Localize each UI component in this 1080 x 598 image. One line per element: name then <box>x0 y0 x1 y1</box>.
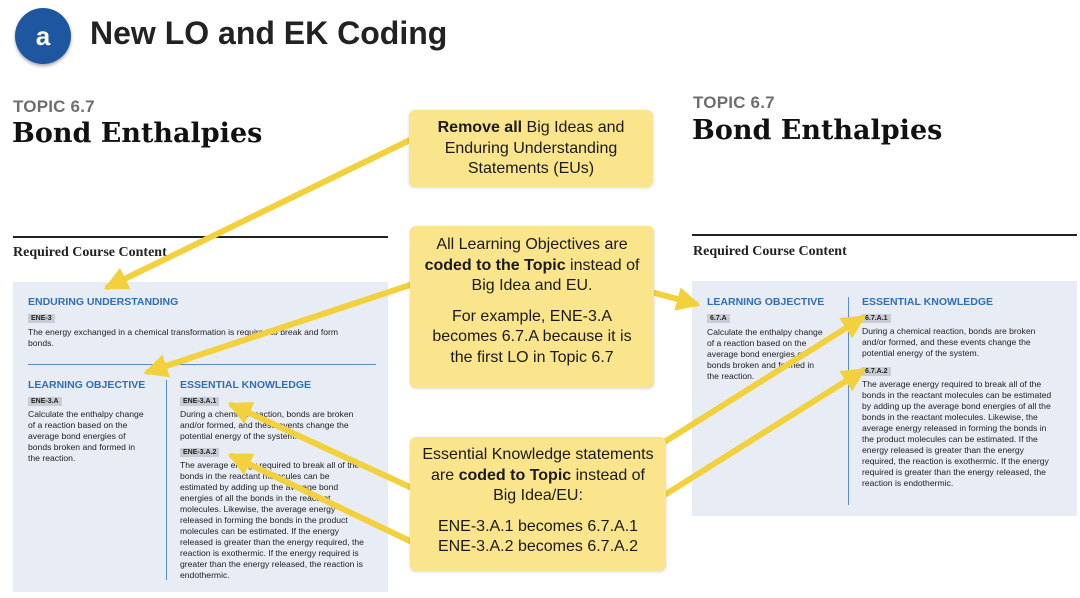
right-lo-code: 6.7.A <box>707 314 730 323</box>
left-ek-heading: ESSENTIAL KNOWLEDGE <box>180 379 312 391</box>
left-eu-separator <box>28 364 376 365</box>
section-badge: a <box>15 8 71 64</box>
left-ek2-text: The average energy required to break all of the bonds in the reactant molecules can be estimated by adding up the average bond energies of all the bonds in the reactant molecules. Likewise, the average energy released in forming the bonds in the product molecules can be estimated. If the energy released is greater than the energy required, the reaction is exothermic. If the energy required is greater than the energy released, the reaction is endothermic. <box>180 460 364 580</box>
right-divider <box>692 234 1077 236</box>
callout-lo-example: For example, ENE-3.A becomes 6.7.A because it is the first LO in Topic 6.7 <box>432 307 632 366</box>
callout-remove-eu <box>409 110 653 187</box>
left-lo-text: Calculate the enthalpy change of a reaction based on the average bond energies of bonds broken and formed in the reaction. <box>28 409 144 463</box>
right-ek2-code: 6.7.A.2 <box>862 367 891 376</box>
right-column-divider <box>848 297 849 505</box>
left-eu-code: ENE-3 <box>28 314 55 323</box>
left-divider <box>13 236 388 238</box>
right-ek-heading: ESSENTIAL KNOWLEDGE <box>862 296 994 308</box>
callout-lo-bold: coded to the Topic <box>424 256 566 274</box>
callout-ek-coding <box>410 437 666 571</box>
right-ek1-code: 6.7.A.1 <box>862 314 891 323</box>
callout-ek-line2: ENE-3.A.2 becomes 6.7.A.2 <box>437 538 639 555</box>
callout-ek-post: instead of Big Idea/EU: <box>493 466 645 504</box>
left-rcc-heading: Required Course Content <box>13 245 167 260</box>
left-eu-heading: ENDURING UNDERSTANDING <box>28 296 179 308</box>
arrow-remove-to-eu <box>108 140 410 287</box>
right-ek1-text: During a chemical reaction, bonds are broken and/or formed, and these events change the potential energy of the system. <box>862 326 1036 358</box>
right-lo-text: Calculate the enthalpy change of a reaction based on the average bond energies of bonds broken and formed in the reaction. <box>707 327 823 381</box>
arrow-lo-to-right-lo <box>655 293 696 304</box>
slide-title: New LO and EK Coding <box>90 15 448 51</box>
left-ek2-code: ENE-3.A.2 <box>180 448 219 457</box>
right-ek2-text: The average energy required to break all of the bonds in the reactant molecules can be estimated by adding up the average bond energies of all the bonds in the reactant molecules. Likewise, the average energy released in forming the bonds in the product molecules can be estimated. If the energy released is greater than the energy required, the reaction is exothermic. If the energy required is greater than the energy released, the reaction is endothermic. <box>862 379 1052 488</box>
left-eu-text: The energy exchanged in a chemical transformation is required to break and form bonds. <box>28 327 339 348</box>
right-topic-label: TOPIC 6.7 <box>693 93 775 112</box>
left-topic-title: Bond Enthalpies <box>12 118 263 149</box>
left-ek1-code: ENE-3.A.1 <box>180 397 219 406</box>
callout-lo-post: instead of Big Idea and EU. <box>471 256 640 294</box>
right-topic-title: Bond Enthalpies <box>692 115 943 146</box>
callout-lo-pre: All Learning Objectives are <box>436 236 628 253</box>
callout-remove-bold: Remove all <box>437 119 523 136</box>
callout-ek-pre: Essential Knowledge statements are <box>422 446 654 484</box>
left-ek1-text: During a chemical reaction, bonds are broken and/or formed, and these events change the potential energy of the system. <box>180 409 354 441</box>
left-column-divider <box>166 380 167 580</box>
right-lo-heading: LEARNING OBJECTIVE <box>707 296 825 308</box>
callout-ek-line1: ENE-3.A.1 becomes 6.7.A.1 <box>437 517 639 535</box>
left-lo-heading: LEARNING OBJECTIVE <box>28 379 146 391</box>
left-topic-label: TOPIC 6.7 <box>13 97 95 116</box>
left-lo-code: ENE-3.A <box>28 397 62 406</box>
callout-lo-coding <box>410 226 654 388</box>
callout-ek-bold: coded to Topic <box>458 466 572 484</box>
callout-remove-text: Big Ideas and Enduring Understanding Statements (EUs) <box>444 119 625 177</box>
right-rcc-heading: Required Course Content <box>693 244 847 259</box>
